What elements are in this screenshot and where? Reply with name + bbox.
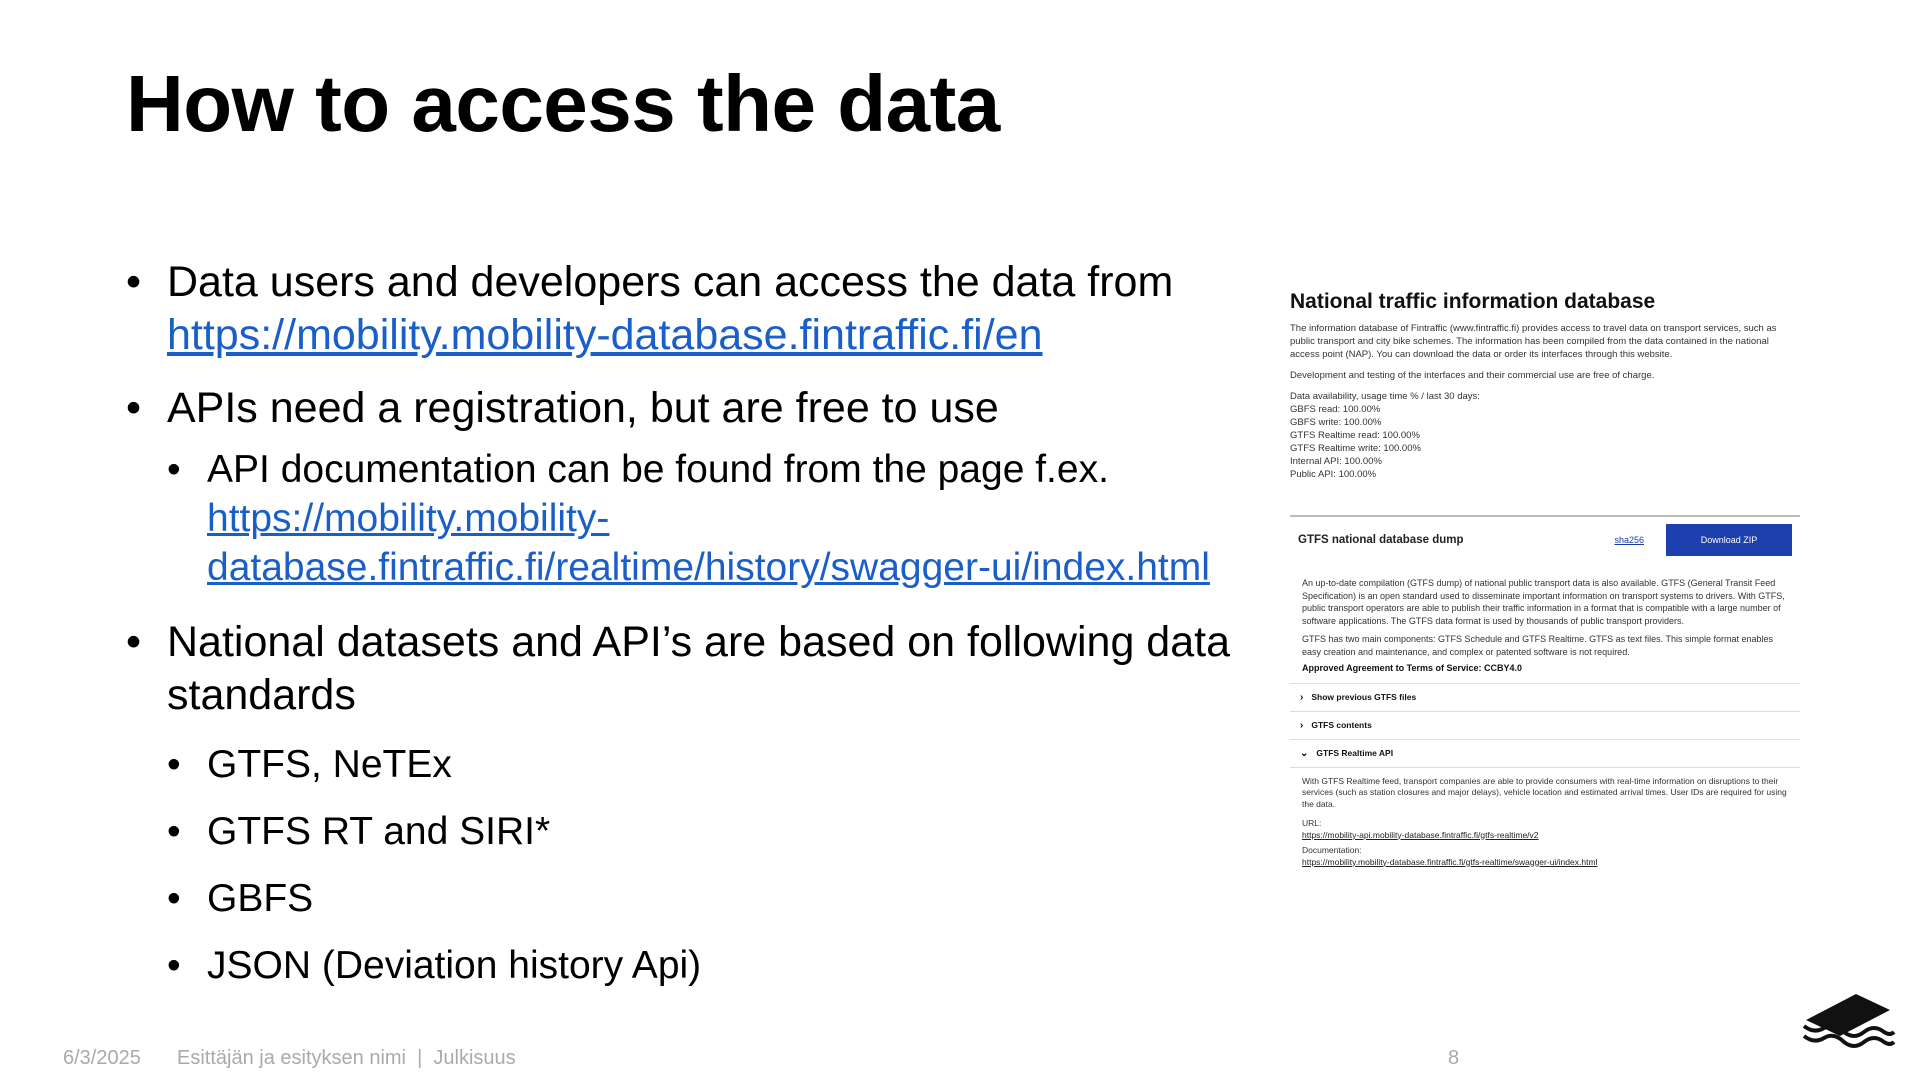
dump-paragraph: An up-to-date compilation (GTFS dump) of national public transport data is also available. GTFS (General Transit Feed Specification) is an open standard used to disseminate important information on transport systems to drivers. With GTFS, public transport operators are able to publish their traffic information in a format that is compatible with a large number of software applications. The GTFS data format is used by thousands of public transport providers.: [1302, 578, 1785, 626]
bullet-text: standards: [167, 671, 356, 719]
bullet-list: [126, 256, 1276, 1008]
bullet-text: API documentation can be found from the page f.ex.: [207, 448, 1109, 491]
realtime-url-link[interactable]: https://mobility-api.mobility-database.fintraffic.fi/gtfs-realtime/v2: [1302, 829, 1539, 840]
accordion-gtfs-realtime[interactable]: [1290, 739, 1800, 767]
standard-item: • GTFS, NeTEx: [126, 740, 1276, 789]
terms-of-service: Approved Agreement to Terms of Service: CCBY4.0: [1302, 663, 1523, 673]
stat-line: GBFS read: 100.00%: [1290, 404, 1381, 415]
footer-presenter: Esittäjän ja esityksen nimi | Julkisuus: [177, 1047, 516, 1069]
stat-line: GBFS write: 100.00%: [1290, 417, 1382, 428]
dump-paragraph: GTFS has two main components: GTFS Schedule and GTFS Realtime. GTFS as text files. This simple format enables easy creation and maintenance, and complex or patented software is not required.: [1302, 634, 1774, 657]
footer-page-number: 8: [1448, 1047, 1460, 1069]
download-zip-button[interactable]: Download ZIP: [1666, 524, 1792, 556]
realtime-paragraph: With GTFS Realtime feed, transport companies are able to provide consumers with real-time information on disruptions to their services (such as station closures and major delays), vehicle location and estimated arrival times. User IDs are required for using the data.: [1302, 775, 1787, 809]
realtime-doc-link[interactable]: https://mobility.mobility-database.fintraffic.fi/gtfs-realtime/swagger-ui/index.html: [1302, 856, 1598, 867]
chevron-right-icon: ›: [1300, 719, 1304, 731]
standard-item: • JSON (Deviation history Api): [126, 941, 1276, 990]
swagger-link-part-1[interactable]: https://mobility.mobility-: [207, 497, 610, 540]
embedded-website-screenshot: [1290, 290, 1800, 922]
stat-line: Internal API: 100.00%: [1290, 456, 1382, 467]
sha256-link[interactable]: sha256: [1614, 535, 1644, 545]
gtfs-dump-panel: [1290, 515, 1800, 922]
footer-date: 6/3/2025: [63, 1047, 141, 1069]
accordion-gtfs-contents[interactable]: [1290, 711, 1800, 739]
chevron-right-icon: ›: [1300, 691, 1304, 703]
screenshot-intro: The information database of Fintraffic (www.fintraffic.fi) provides access to travel data on transport services, such as public transport and city bike schemes. The information has been compiled from the data contained in the national access point (NAP). You can download the data or order its interfaces through this website.: [1290, 323, 1777, 360]
stat-line: GTFS Realtime read: 100.00%: [1290, 430, 1420, 441]
availability-stats: [1290, 390, 1800, 481]
standard-item: • GBFS: [126, 874, 1276, 923]
url-label: URL:: [1302, 818, 1322, 828]
stat-line: GTFS Realtime write: 100.00%: [1290, 443, 1421, 454]
gtfs-dump-title: GTFS national database dump: [1298, 534, 1464, 546]
accordion-previous-gtfs[interactable]: [1290, 683, 1800, 711]
gtfs-realtime-body: [1290, 767, 1800, 869]
screenshot-heading: National traffic information database: [1290, 290, 1656, 313]
accordion-label: GTFS Realtime API: [1316, 748, 1394, 758]
sub-bullet-api-docs: [126, 445, 1276, 592]
gtfs-dump-header: [1290, 517, 1800, 563]
bullet-text: Data users and developers can access the data from: [167, 258, 1174, 306]
mobility-database-link[interactable]: https://mobility.mobility-database.fintraffic.fi/en: [167, 311, 1043, 359]
bullet-access: [126, 256, 1276, 362]
bullet-registration: [126, 382, 1276, 435]
accordion-label: Show previous GTFS files: [1311, 692, 1417, 702]
fintraffic-logo-icon: [1800, 990, 1896, 1055]
bullet-text: APIs need a registration, but are free to use: [167, 384, 999, 432]
slide-title: How to access the data: [126, 59, 1000, 148]
bullet-standards: [126, 616, 1276, 722]
stat-line: Public API: 100.00%: [1290, 469, 1377, 480]
swagger-link-part-2[interactable]: database.fintraffic.fi/realtime/history/swagger-ui/index.html: [207, 546, 1210, 589]
chevron-down-icon: ⌄: [1300, 747, 1309, 759]
standard-item: • GTFS RT and SIRI*: [126, 807, 1276, 856]
accordion-label: GTFS contents: [1311, 720, 1372, 730]
gtfs-dump-body: [1290, 563, 1800, 675]
documentation-label: Documentation:: [1302, 845, 1362, 855]
stat-line: Data availability, usage time % / last 30 days:: [1290, 391, 1480, 402]
screenshot-intro-2: Development and testing of the interfaces and their commercial use are free of charge.: [1290, 370, 1655, 381]
bullet-text: National datasets and API’s are based on following data: [167, 618, 1230, 666]
